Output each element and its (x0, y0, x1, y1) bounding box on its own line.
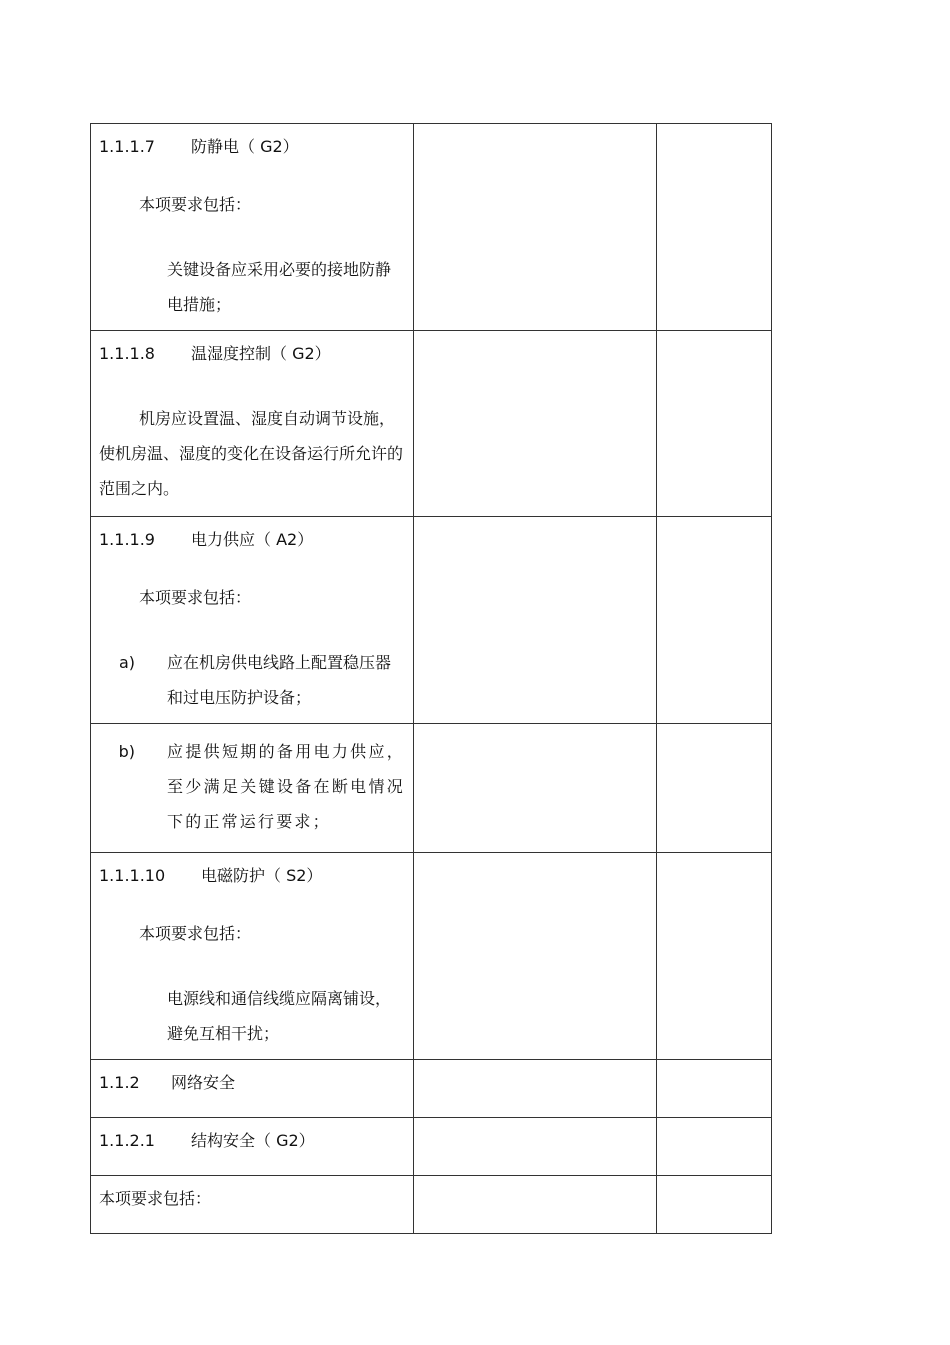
section-number: 1.1.2 (99, 1073, 140, 1092)
intro-text: 本项要求包括： (139, 195, 252, 214)
result-cell (414, 724, 657, 853)
requirement-cell (91, 331, 414, 517)
item-marker: a) (118, 653, 135, 672)
section-number: 1.1.1.7 (99, 137, 155, 156)
requirement-cell (91, 853, 414, 1060)
note-cell (657, 1060, 772, 1118)
result-cell (414, 517, 657, 724)
note-cell (657, 724, 772, 853)
section-heading (99, 865, 405, 887)
section-number: 1.1.2.1 (99, 1131, 155, 1150)
requirement-cell (91, 1176, 414, 1234)
section-number: 1.1.1.8 (99, 344, 155, 363)
list-item (99, 645, 405, 715)
result-cell (414, 124, 657, 331)
table-row (91, 1060, 772, 1118)
note-cell (657, 1176, 772, 1234)
note-cell (657, 331, 772, 517)
list-item (99, 981, 405, 1051)
result-cell (414, 1060, 657, 1118)
item-text: 应提供短期的备用电力供应，至少满足关键设备在断电情况下的正常运行要求； (167, 742, 405, 831)
intro-text: 本项要求包括： (139, 588, 252, 607)
section-title: 网络安全 (171, 1073, 236, 1092)
note-cell (657, 517, 772, 724)
intro-text: 本项要求包括： (139, 924, 252, 943)
section-title: 温湿度控制（ G2） (191, 344, 331, 363)
requirement-cell (91, 724, 414, 853)
section-heading (99, 529, 405, 551)
note-cell (657, 1118, 772, 1176)
requirement-cell (91, 1060, 414, 1118)
table-row (91, 1118, 772, 1176)
section-heading (99, 136, 405, 158)
paragraph-text: 机房应设置温、湿度自动调节设施，使机房温、湿度的变化在设备运行所允许的范围之内。 (99, 409, 404, 498)
section-heading (99, 1072, 405, 1094)
item-marker: b) (118, 742, 135, 761)
item-text: 电源线和通信线缆应隔离铺设，避免互相干扰； (167, 989, 392, 1043)
result-cell (414, 1118, 657, 1176)
note-cell (657, 124, 772, 331)
result-cell (414, 853, 657, 1060)
list-item (99, 252, 405, 322)
row-text: 本项要求包括： (99, 1189, 212, 1208)
section-title: 结构安全（ G2） (191, 1131, 315, 1150)
table-row (91, 853, 772, 1060)
table-row (91, 724, 772, 853)
section-heading (99, 343, 405, 365)
section-title: 电磁防护（ S2） (201, 866, 323, 885)
table-row (91, 331, 772, 517)
table-row (91, 517, 772, 724)
section-heading (99, 1130, 405, 1152)
item-text: 关键设备应采用必要的接地防静电措施； (167, 260, 392, 314)
section-title: 防静电（ G2） (191, 137, 299, 156)
note-cell (657, 853, 772, 1060)
requirement-cell (91, 1118, 414, 1176)
table-row (91, 124, 772, 331)
requirement-cell (91, 124, 414, 331)
requirement-cell (91, 517, 414, 724)
section-title: 电力供应（ A2） (191, 530, 314, 549)
requirements-table (90, 123, 772, 1234)
result-cell (414, 331, 657, 517)
list-item (99, 734, 405, 839)
table-row (91, 1176, 772, 1234)
section-number: 1.1.1.10 (99, 866, 166, 885)
item-text: 应在机房供电线路上配置稳压器和过电压防护设备； (167, 653, 392, 707)
section-number: 1.1.1.9 (99, 530, 155, 549)
result-cell (414, 1176, 657, 1234)
